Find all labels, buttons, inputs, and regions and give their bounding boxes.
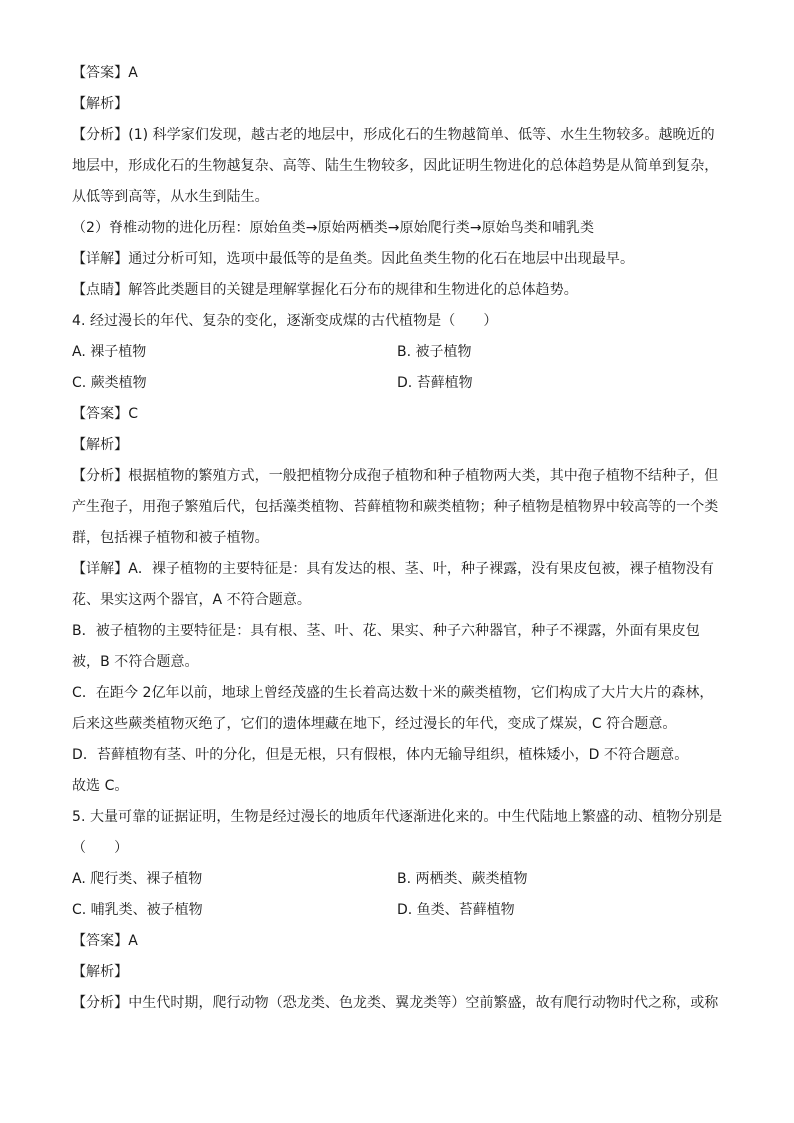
text-line: 【答案】C [72,406,139,422]
option-row [72,337,724,368]
text-line: B．被子植物的主要特征是：具有根、茎、叶、花、果实、种子六种器官，种子不裸露，外面有果皮包 [72,623,700,639]
text-line: 【答案】A [72,933,138,949]
option-row [72,864,724,895]
q4-options [72,337,724,399]
answer-option: B. 被子植物 [397,344,472,360]
text-line: 4. 经过漫长的年代、复杂的变化，逐渐变成煤的古代植物是（ ） [72,313,498,329]
text-line: 【详解】A．裸子植物的主要特征是：具有发达的根、茎、叶，种子裸露，没有果皮包被，裸子植物没有 [72,561,714,577]
answer-block-q5 [72,926,724,1019]
answer-option: B. 两栖类、蕨类植物 [397,871,528,887]
text-line: 【详解】通过分析可知，选项中最低等的是鱼类。因此鱼类生物的化石在地层中出现最早。 [72,251,634,267]
text-line: （2）脊椎动物的进化历程：原始鱼类→原始两栖类→原始爬行类→原始鸟类和哺乳类 [72,220,594,236]
text-line: （ ） [72,840,129,856]
text-line: C．在距今 2亿年以前，地球上曾经茂盛的生长着高达数十米的蕨类植物，它们构成了大片大片的森林， [72,685,714,701]
document-page [72,58,724,1019]
text-line: 【解析】 [72,437,129,453]
answer-option: A. 爬行类、裸子植物 [72,871,203,887]
text-line: 被，B 不符合题意。 [72,654,199,670]
text-line: 地层中，形成化石的生物越复杂、高等、陆生生物较多，因此证明生物进化的总体趋势是从简单到复杂， [72,158,719,174]
q5-options [72,864,724,926]
text-line: 花、果实这两个器官，A 不符合题意。 [72,592,311,608]
text-line: 从低等到高等，从水生到陆生。 [72,189,269,205]
text-line: 5. 大量可靠的证据证明，生物是经过漫长的地质年代逐渐进化来的。中生代陆地上繁盛的动、植物分别是 [72,809,723,825]
answer-block-q3 [72,58,724,337]
answer-option: C. 蕨类植物 [72,375,147,391]
answer-option: C. 哺乳类、被子植物 [72,902,203,918]
option-row [72,895,724,926]
text-line: 【分析】根据植物的繁殖方式，一般把植物分成孢子植物和种子植物两大类，其中孢子植物不结种子，但 [72,468,719,484]
text-line: 后来这些蕨类植物灭绝了，它们的遗体埋藏在地下，经过漫长的年代，变成了煤炭，C 符合题意。 [72,716,677,732]
option-row [72,368,724,399]
answer-option: A. 裸子植物 [72,344,147,360]
text-line: 【解析】 [72,964,129,980]
text-line: 故选 C。 [72,778,129,794]
text-line: 【解析】 [72,96,129,112]
text-line: 【分析】(1) 科学家们发现，越古老的地层中，形成化石的生物越简单、低等、水生生物较多。越晚近的 [72,127,715,143]
text-line: 【答案】A [72,65,138,81]
answer-block-q4 [72,399,724,864]
text-line: 群，包括裸子植物和被子植物。 [72,530,269,546]
text-line: D．苔藓植物有茎、叶的分化，但是无根，只有假根，体内无输导组织，植株矮小，D 不符合题意。 [72,747,689,763]
text-line: 【点睛】解答此类题目的关键是理解掌握化石分布的规律和生物进化的总体趋势。 [72,282,578,298]
answer-option: D. 苔藓植物 [397,375,473,391]
answer-option: D. 鱼类、苔藓植物 [397,902,515,918]
text-line: 产生孢子，用孢子繁殖后代，包括藻类植物、苔藓植物和蕨类植物；种子植物是植物界中较高等的一个类 [72,499,719,515]
text-line: 【分析】中生代时期，爬行动物（恐龙类、色龙类、翼龙类等）空前繁盛，故有爬行动物时代之称，或称 [72,995,719,1011]
